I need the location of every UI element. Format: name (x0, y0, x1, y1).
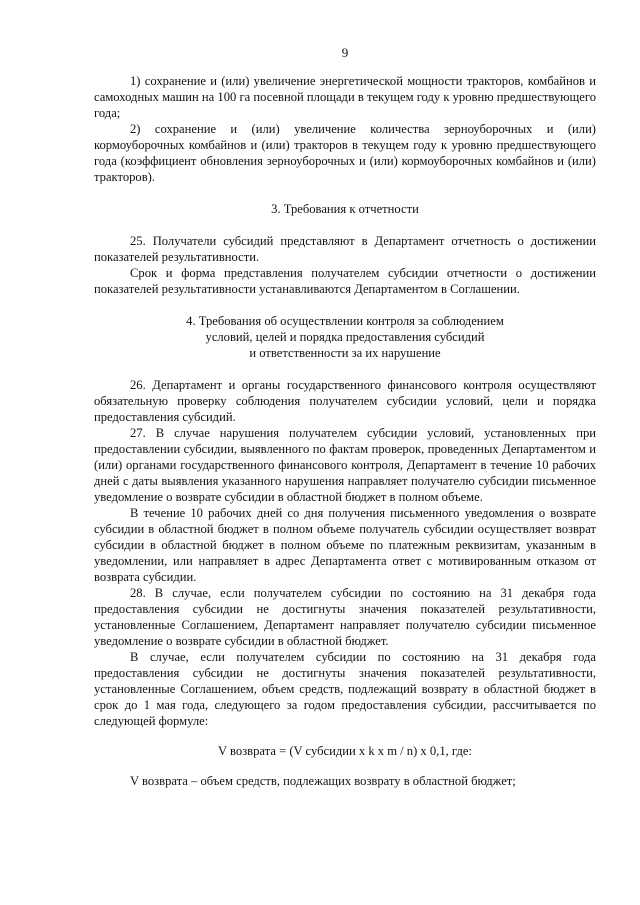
paragraph-25: 25. Получатели субсидий представляют в Департамент отчетность о достижении показателей результативности. (94, 234, 596, 264)
formula: V возврата = (V субсидии x k x m / n) x 0,1, где: (218, 744, 472, 758)
section-4-heading (94, 313, 596, 361)
paragraph-28: 28. В случае, если получателем субсидии по состоянию на 31 декабря года предоставления субсидии не достигнуты значения показателей результативности, установленные Соглашением, Департамент направляет получателю субсидии письменное уведомление о возврате субсидии в областной бюджет. (94, 586, 596, 648)
section-3-heading: 3. Требования к отчетности (271, 202, 419, 216)
section-4-heading-line: и ответственности за их нарушение (249, 346, 441, 360)
section-4-heading-line: условий, целей и порядка предоставления субсидий (205, 330, 485, 344)
paragraph-26: 26. Департамент и органы государственного финансового контроля осуществляют обязательную проверку соблюдения получателем субсидии условий, цели и порядка предоставления субсидий. (94, 378, 596, 424)
paragraph-28-continued: В случае, если получателем субсидии по состоянию на 31 декабря года предоставления субсидии не достигнуты значения показателей результативности, установленные Соглашением, объем средств, подлежащий возврату в областной бюджет в срок до 1 мая года, следующего за годом предоставления субсидии, рассчитывается по следующей формуле: (94, 650, 596, 728)
paragraph-25-continued: Срок и форма представления получателем субсидии отчетности о достижении показателей результативности устанавливаются Департаментом в Соглашении. (94, 266, 596, 296)
paragraph-27: 27. В случае нарушения получателем субсидии условий, установленных при предоставлении субсидии, выявленного по фактам проверок, проведенных Департаментом и (или) органами государственного финансового контроля, Департамент в течение 10 рабочих дней с даты выявления указанного нарушения направляет получателю субсидии письменное уведомление о возврате субсидии в областной бюджет в полном объеме. (94, 426, 596, 504)
document-body (94, 73, 596, 789)
page-number: 9 (341, 45, 349, 60)
paragraph-27-continued: В течение 10 рабочих дней со дня получения письменного уведомления о возврате субсидии в областной бюджет в полном объеме получатель субсидии осуществляет возврат субсидии в областной бюджет в полном объеме по платежным реквизитам, указанным в уведомлении, или направляет в адрес Департамента ответ с мотивированным отказом от возврата субсидии. (94, 506, 596, 584)
paragraph-item-1: 1) сохранение и (или) увеличение энергетической мощности тракторов, комбайнов и самоходных машин на 100 га посевной площади в текущем году к уровню предшествующего года; (94, 74, 596, 120)
definition-v-return: V возврата – объем средств, подлежащих возврату в областной бюджет; (130, 774, 516, 788)
paragraph-item-2: 2) сохранение и (или) увеличение количества зерноуборочных и (или) кормоуборочных комбайнов и (или) тракторов в текущем году к уровню предшествующего года (коэффициент обновления зерноуборочных и (или) кормоуборочных комбайнов и (или) тракторов). (94, 122, 596, 184)
section-4-heading-line: 4. Требования об осуществлении контроля за соблюдением (186, 314, 504, 328)
